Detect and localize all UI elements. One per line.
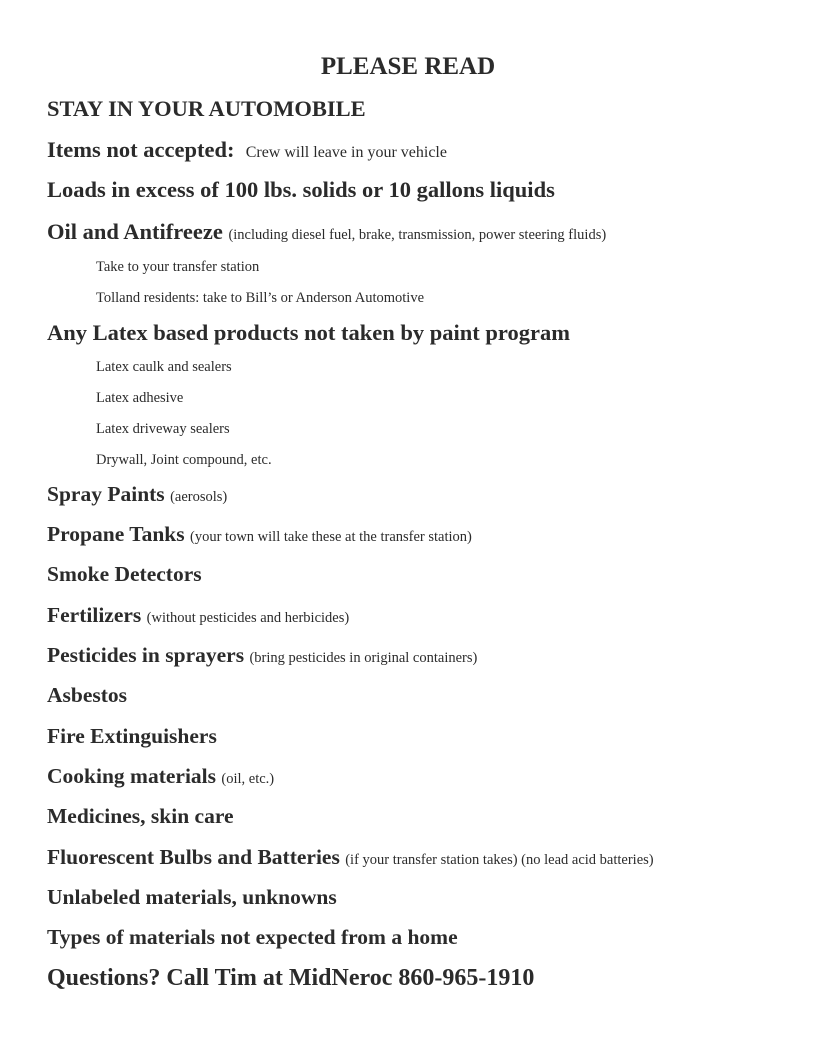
item-label: Fertilizers <box>47 603 142 627</box>
items-not-accepted-label: Items not accepted: <box>47 137 235 162</box>
page-title: PLEASE READ <box>320 53 496 80</box>
questions-contact-line: Questions? Call Tim at MidNeroc 860-965-1910 <box>47 965 535 991</box>
list-item <box>47 685 127 707</box>
list-item <box>47 726 217 748</box>
item-label: Smoke Detectors <box>47 562 202 586</box>
item-label: Asbestos <box>47 683 128 707</box>
latex-sub-item: Latex driveway sealers <box>96 421 230 437</box>
items-not-accepted-note: Crew will leave in your vehicle <box>245 144 447 161</box>
item-label: Spray Paints <box>47 482 165 506</box>
oil-antifreeze-item <box>47 221 606 244</box>
list-item <box>47 645 477 667</box>
item-note: (without pesticides and herbicides) <box>146 610 350 626</box>
oil-sub-item: Take to your transfer station <box>96 259 260 275</box>
loads-limit-item: Loads in excess of 100 lbs. solids or 10 gallons liquids <box>47 177 555 202</box>
list-item <box>47 847 654 869</box>
stay-in-automobile-heading: STAY IN YOUR AUTOMOBILE <box>47 96 366 121</box>
item-label: Oil and Antifreeze <box>47 219 223 244</box>
list-item <box>47 766 274 788</box>
item-note: (if your transfer station takes) (no lead acid batteries) <box>345 852 654 868</box>
list-item <box>47 806 234 828</box>
oil-sub-item: Tolland residents: take to Bill’s or Anderson Automotive <box>96 290 425 306</box>
latex-sub-item: Latex caulk and sealers <box>96 359 232 375</box>
list-item <box>47 524 472 546</box>
item-label: Pesticides in sprayers <box>47 643 245 667</box>
list-item <box>47 927 458 949</box>
item-label: Propane Tanks <box>47 522 185 546</box>
list-item <box>47 605 349 627</box>
item-label: Fire Extinguishers <box>47 724 217 748</box>
latex-sub-item: Latex adhesive <box>96 390 184 406</box>
item-note: (including diesel fuel, brake, transmission, power steering fluids) <box>228 227 607 243</box>
list-item <box>47 564 202 586</box>
item-label: Types of materials not expected from a home <box>47 925 458 949</box>
item-note: (aerosols) <box>170 489 228 505</box>
item-label: Fluorescent Bulbs and Batteries <box>47 845 340 869</box>
item-note: (your town will take these at the transfer station) <box>190 529 472 545</box>
latex-products-item: Any Latex based products not taken by paint program <box>47 320 570 345</box>
item-note: (bring pesticides in original containers) <box>249 650 478 666</box>
list-item <box>47 484 227 506</box>
item-label: Cooking materials <box>47 764 217 788</box>
item-note: (oil, etc.) <box>221 771 275 787</box>
list-item <box>47 887 337 909</box>
latex-sub-item: Drywall, Joint compound, etc. <box>96 452 272 468</box>
item-label: Unlabeled materials, unknowns <box>47 885 337 909</box>
item-label: Medicines, skin care <box>47 804 234 828</box>
items-not-accepted-heading <box>47 139 447 162</box>
